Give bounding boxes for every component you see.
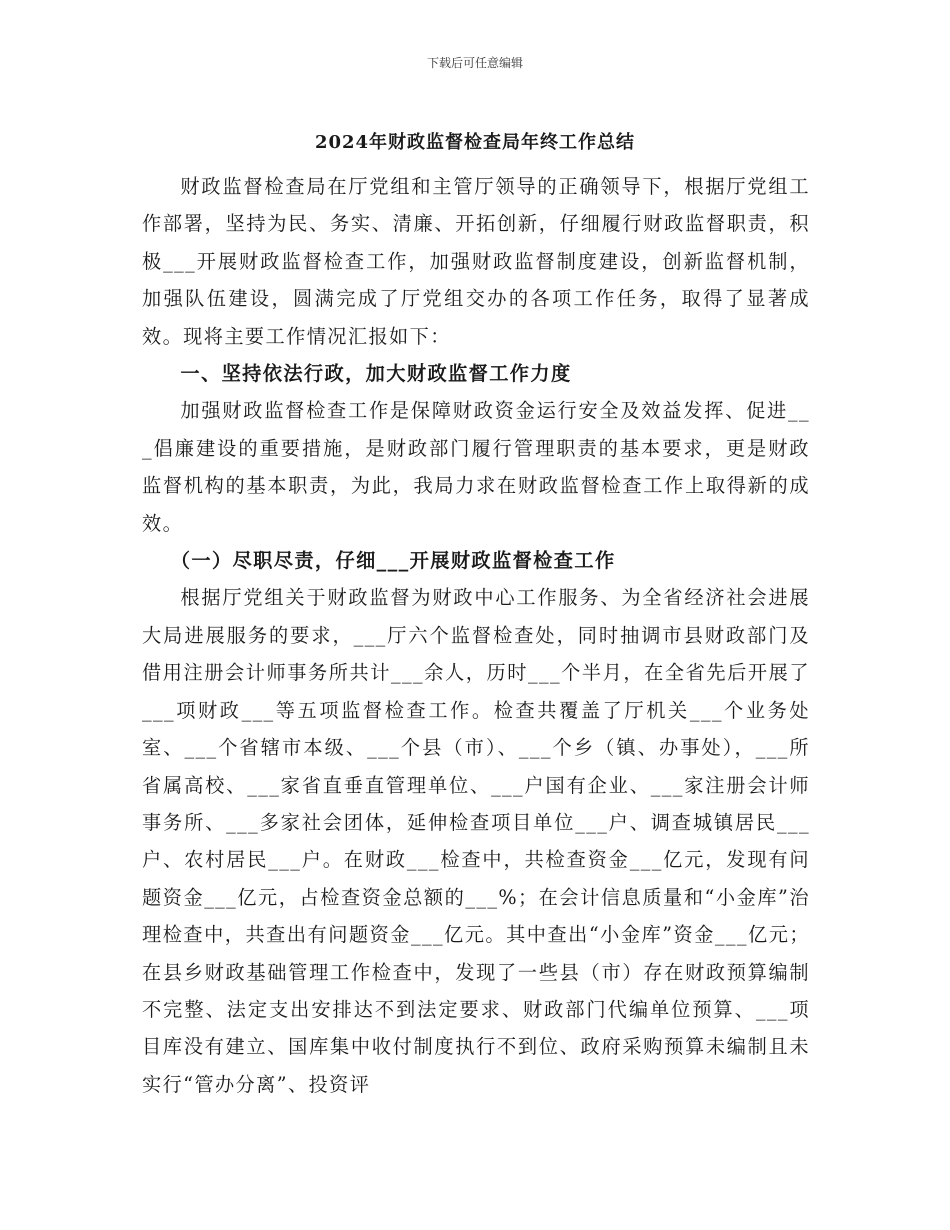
subsection-heading-1: （一）尽职尽责，仔细___开展财政监督检查工作 [170, 549, 616, 573]
header-note: 下载后可任意编辑 [426, 56, 523, 70]
document-body [142, 168, 810, 1103]
document-title: 2024年财政监督检查局年终工作总结 [314, 132, 636, 153]
section-paragraph-1: 加强财政监督检查工作是保障财政资金运行安全及效益发挥、促进___倡廉建设的重要措施，是财政部门履行管理职责的基本要求，更是财政监督机构的基本职责，为此，我局力求在财政监督检查工作上取得新的成效。 [142, 399, 810, 535]
section-heading-1: 一、坚持依法行政，加大财政监督工作力度 [180, 362, 572, 386]
subsection-paragraph-1: 根据厅党组关于财政监督为财政中心工作服务、为全省经济社会进展大局进展服务的要求，___厅六个监督检查处，同时抽调市县财政部门及借用注册会计师事务所共计___余人，历时___个半月，在全省先后开展了___项财政___等五项监督检查工作。检查共覆盖了厅机关___个业务处室、___个省辖市本级、___个县（市）、___个乡（镇、办事处），___所省属高校、___家省直垂直管理单位、___户国有企业、___家注册会计师事务所、___多家社会团体，延伸检查项目单位___户、调查城镇居民___户、农村居民___户。在财政___检查中，共检查资金___亿元，发现有问题资金___亿元，占检查资金总额的___%；在会计信息质量和“小金库”治理检查中，共查出有问题资金___亿元。其中查出“小金库”资金___亿元；在县乡财政基础管理工作检查中，发现了一些县（市）存在财政预算编制不完整、法定支出安排达不到法定要求、财政部门代编单位预算、___项目库没有建立、国库集中收付制度执行不到位、政府采购预算未编制且未实行“管办分离”、投资评 [142, 586, 810, 1096]
intro-paragraph: 财政监督检查局在厅党组和主管厅领导的正确领导下，根据厅党组工作部署，坚持为民、务实、清廉、开拓创新，仔细履行财政监督职责，积极___开展财政监督检查工作，加强财政监督制度建设，创新监督机制，加强队伍建设，圆满完成了厅党组交办的各项工作任务，取得了显著成效。现将主要工作情况汇报如下： [142, 175, 810, 348]
